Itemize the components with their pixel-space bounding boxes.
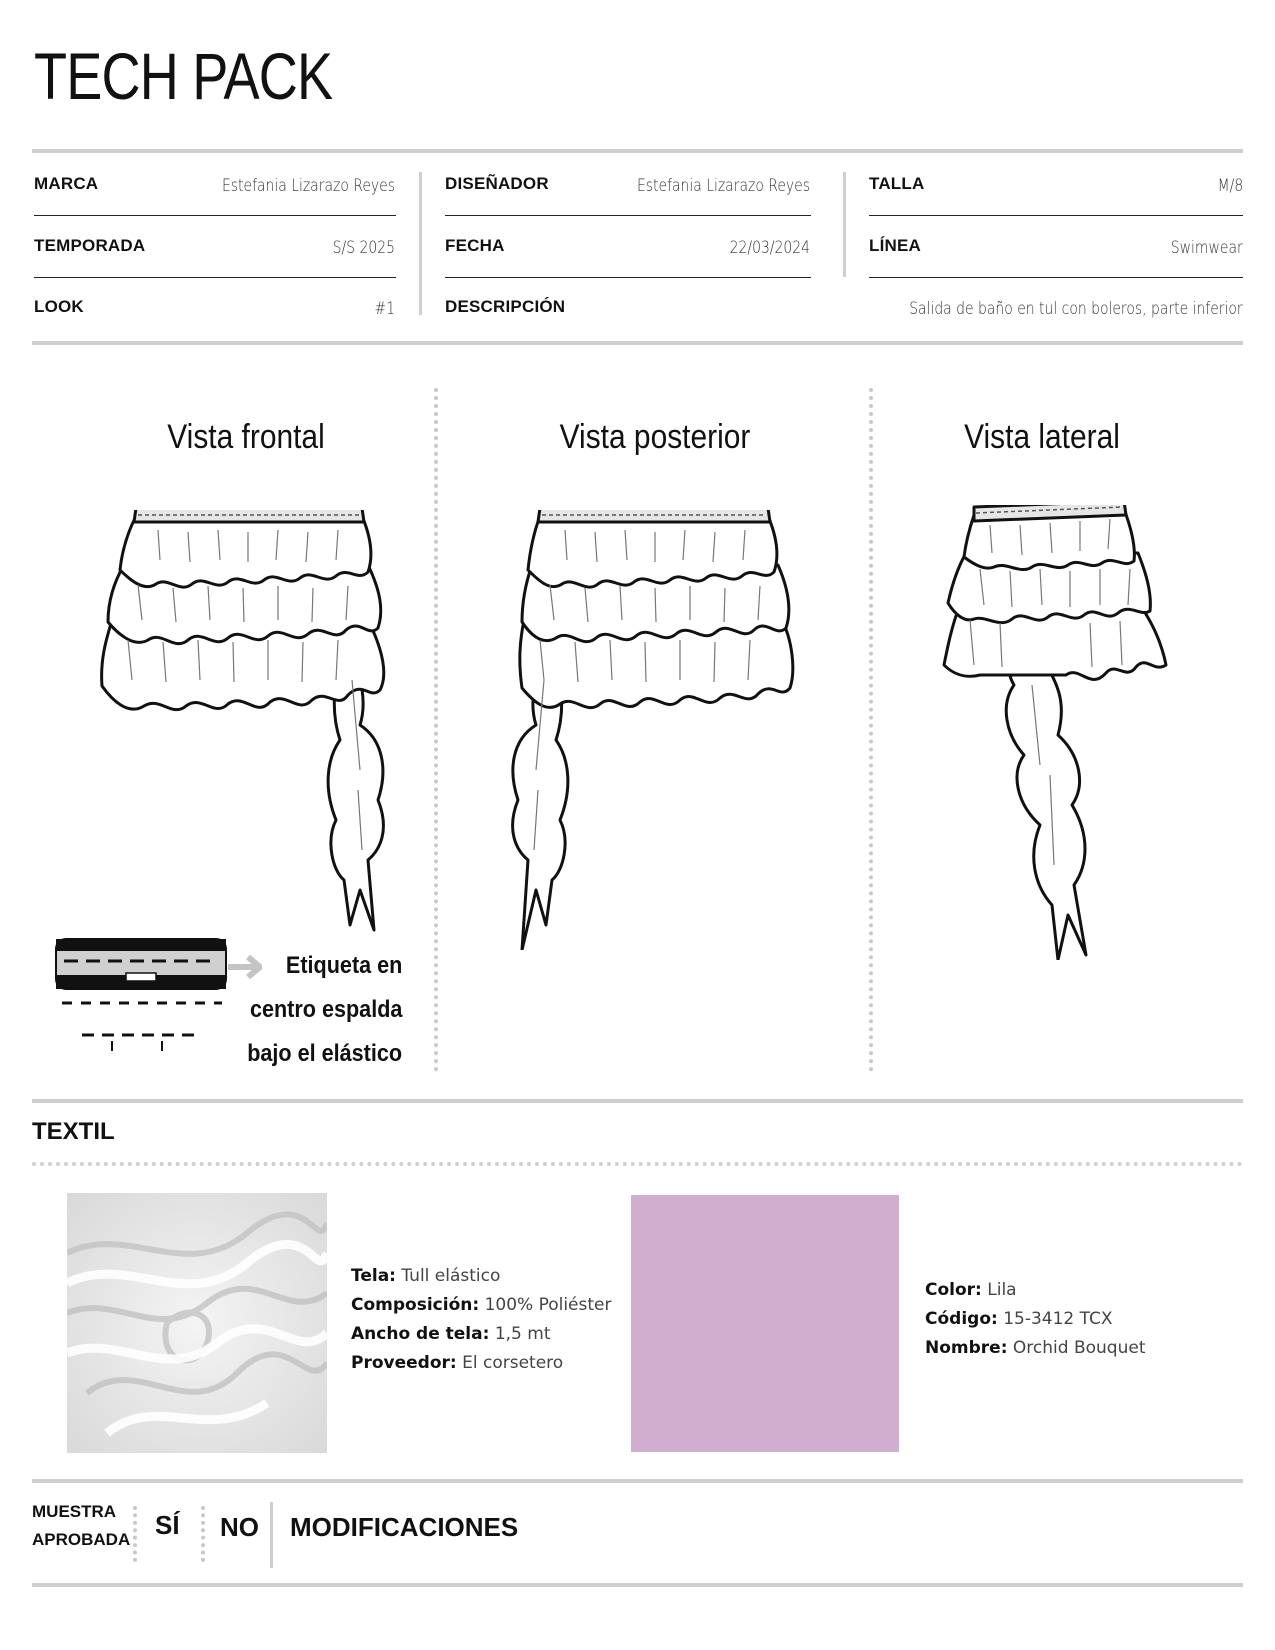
textil-dotted-rule <box>32 1162 1243 1166</box>
designer-value: Estefania Lizarazo Reyes <box>636 176 810 196</box>
footer-bottom-rule <box>32 1583 1243 1587</box>
sample-approved-label-1: MUESTRA <box>32 1502 117 1521</box>
brand-value: Estefania Lizarazo Reyes <box>221 176 395 196</box>
label-note-line-1: Etiqueta en <box>285 952 402 979</box>
spec-value: 1,5 mt <box>494 1324 551 1344</box>
approved-yes-option[interactable]: SÍ <box>155 1510 180 1540</box>
side-view-title: Vista lateral <box>964 418 1120 456</box>
divider <box>34 215 396 216</box>
divider <box>869 277 1243 278</box>
page-title: TECH PACK <box>34 39 333 113</box>
sample-approved-label-2: APROBADA <box>32 1530 131 1549</box>
line-value: Swimwear <box>1171 238 1243 258</box>
spec-key: Ancho de tela: <box>351 1324 490 1344</box>
spec-value: Orchid Bouquet <box>1012 1338 1146 1358</box>
side-skirt-sketch <box>940 505 1185 960</box>
fabric-swatch-image <box>67 1193 327 1453</box>
column-separator <box>419 172 422 315</box>
dotted-separator <box>201 1506 205 1562</box>
look-value: #1 <box>374 299 395 319</box>
divider <box>869 215 1243 216</box>
back-view-title: Vista posterior <box>559 418 751 456</box>
front-skirt-sketch <box>98 510 408 950</box>
season-value: S/S 2025 <box>332 238 395 258</box>
date-value: 22/03/2024 <box>729 238 810 258</box>
look-label: LOOK <box>34 297 84 316</box>
spec-key: Composición: <box>351 1295 480 1315</box>
approved-no-option[interactable]: NO <box>220 1512 259 1542</box>
spec-key: Color: <box>925 1280 982 1300</box>
modifications-label: MODIFICACIONES <box>290 1512 519 1542</box>
dotted-separator <box>133 1506 137 1562</box>
fabric-spec-row <box>351 1291 612 1320</box>
description-label: DESCRIPCIÓN <box>445 297 566 316</box>
designer-label: DISEÑADOR <box>445 174 549 193</box>
spec-key: Nombre: <box>925 1338 1008 1358</box>
front-view-title: Vista frontal <box>167 418 325 456</box>
spec-value: 100% Poliéster <box>484 1295 612 1315</box>
color-spec-row <box>925 1305 1146 1334</box>
color-swatch <box>631 1195 899 1452</box>
fabric-spec-row <box>351 1320 612 1349</box>
dotted-separator <box>434 388 438 1072</box>
line-label: LÍNEA <box>869 236 921 255</box>
spec-value: Lila <box>987 1280 1017 1300</box>
date-label: FECHA <box>445 236 505 255</box>
description-value: Salida de baño en tul con boleros, parte inferior <box>909 299 1243 319</box>
dotted-separator <box>869 388 873 1072</box>
color-spec-row <box>925 1276 1146 1305</box>
size-label: TALLA <box>869 174 925 193</box>
brand-label: MARCA <box>34 174 99 193</box>
back-skirt-sketch <box>510 510 810 950</box>
label-note-line-2: centro espalda <box>249 996 402 1023</box>
color-spec-row <box>925 1334 1146 1363</box>
textil-section-title: TEXTIL <box>32 1118 115 1145</box>
fabric-spec-row <box>351 1262 612 1291</box>
divider <box>445 277 811 278</box>
fabric-spec-row <box>351 1349 612 1378</box>
column-separator <box>843 172 846 277</box>
size-value: M/8 <box>1217 176 1243 196</box>
textil-top-rule <box>32 1099 1243 1103</box>
footer-top-rule <box>32 1479 1243 1483</box>
season-label: TEMPORADA <box>34 236 146 255</box>
spec-key: Tela: <box>351 1266 396 1286</box>
header-bottom-rule <box>32 341 1243 345</box>
header-top-rule <box>32 149 1243 153</box>
divider <box>445 215 811 216</box>
spec-value: Tull elástico <box>401 1266 501 1286</box>
label-note-line-3: bajo el elástico <box>247 1040 402 1067</box>
spec-key: Proveedor: <box>351 1353 457 1373</box>
spec-value: 15-3412 TCX <box>1003 1309 1113 1329</box>
spec-key: Código: <box>925 1309 998 1329</box>
divider <box>34 277 396 278</box>
color-specs <box>925 1276 1146 1363</box>
column-separator <box>270 1502 273 1568</box>
label-placement-diagram <box>52 935 262 1055</box>
spec-value: El corsetero <box>462 1353 564 1373</box>
fabric-specs <box>351 1262 612 1378</box>
